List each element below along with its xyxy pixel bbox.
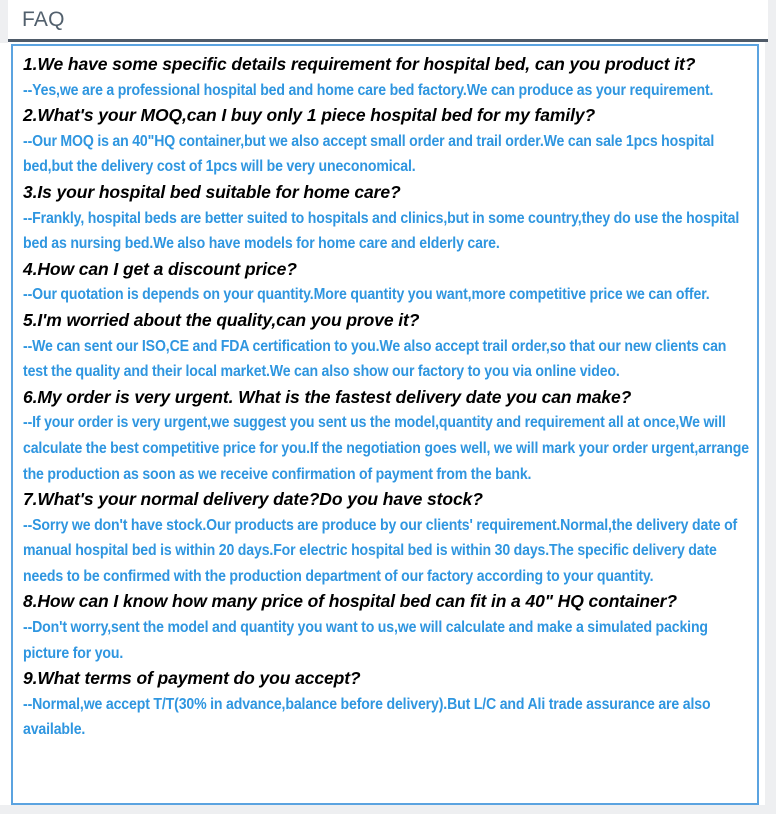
faq-question: 5.I'm worried about the quality,can you prove it? xyxy=(23,309,420,330)
right-gutter xyxy=(765,0,776,814)
page-title: FAQ xyxy=(22,8,65,31)
faq-answer: --If your order is very urgent,we suggest you sent us the model,quantity and requirement all at once,We will calculate the best competitive price for you.If the negotiation goes well, we will mark your order urgent,arrange the production as soon as we receive confirmation of payment from the bank. xyxy=(23,414,749,483)
bottom-gutter xyxy=(0,805,776,814)
faq-question: 8.How can I know how many price of hospital bed can fit in a 40" HQ container? xyxy=(23,591,677,612)
faq-question: 4.How can I get a discount price? xyxy=(23,258,297,279)
faq-item xyxy=(23,589,749,666)
faq-content-box xyxy=(11,44,759,805)
faq-item xyxy=(23,180,749,257)
faq-item xyxy=(23,52,749,103)
faq-answer: --We can sent our ISO,CE and FDA certification to you.We also accept trail order,so that our new clients can test the quality and their local market.We can also show our factory to you via online video. xyxy=(23,337,727,381)
faq-answer: --Sorry we don't have stock.Our products are produce by our clients' requirement.Normal,the delivery date of manual hospital bed is within 20 days.For electric hospital bed is within 30 days.The specific delivery date needs to be confirmed with the production department of our factory according to your quantity. xyxy=(23,516,738,585)
faq-item xyxy=(23,103,749,180)
faq-item xyxy=(23,385,749,487)
faq-answer: --Our MOQ is an 40"HQ container,but we also accept small order and trail order.We can sale 1pcs hospital bed,but the delivery cost of 1pcs will be very uneconomical. xyxy=(23,132,715,176)
faq-question: 1.We have some specific details requirement for hospital bed, can you product it? xyxy=(23,54,696,74)
faq-question: 6.My order is very urgent. What is the fastest delivery date you can make? xyxy=(23,386,632,407)
left-gutter xyxy=(0,0,8,43)
faq-list xyxy=(23,52,749,743)
faq-item xyxy=(23,257,749,308)
faq-item xyxy=(23,487,749,589)
faq-question: 7.What's your normal delivery date?Do you have stock? xyxy=(23,489,483,510)
faq-header xyxy=(8,0,768,42)
faq-question: 9.What terms of payment do you accept? xyxy=(23,668,361,689)
faq-answer: --Normal,we accept T/T(30% in advance,balance before delivery).But L/C and Ali trade assurance are also available. xyxy=(23,695,711,739)
faq-question: 2.What's your MOQ,can I buy only 1 piece hospital bed for my family? xyxy=(23,105,596,126)
faq-answer: --Yes,we are a professional hospital bed and home care bed factory.We can produce as your requirement. xyxy=(23,81,714,99)
faq-item xyxy=(23,308,749,385)
faq-question: 3.Is your hospital bed suitable for home care? xyxy=(23,181,401,202)
faq-answer: --Don't worry,sent the model and quantity you want to us,we will calculate and make a simulated packing picture for you. xyxy=(23,619,708,662)
faq-answer: --Our quotation is depends on your quantity.More quantity you want,more competitive price we can offer. xyxy=(23,286,710,304)
faq-item xyxy=(23,666,749,743)
faq-answer: --Frankly, hospital beds are better suited to hospitals and clinics,but in some country,they do use the hospital bed as nursing bed.We also have models for home care and elderly care. xyxy=(23,209,740,253)
